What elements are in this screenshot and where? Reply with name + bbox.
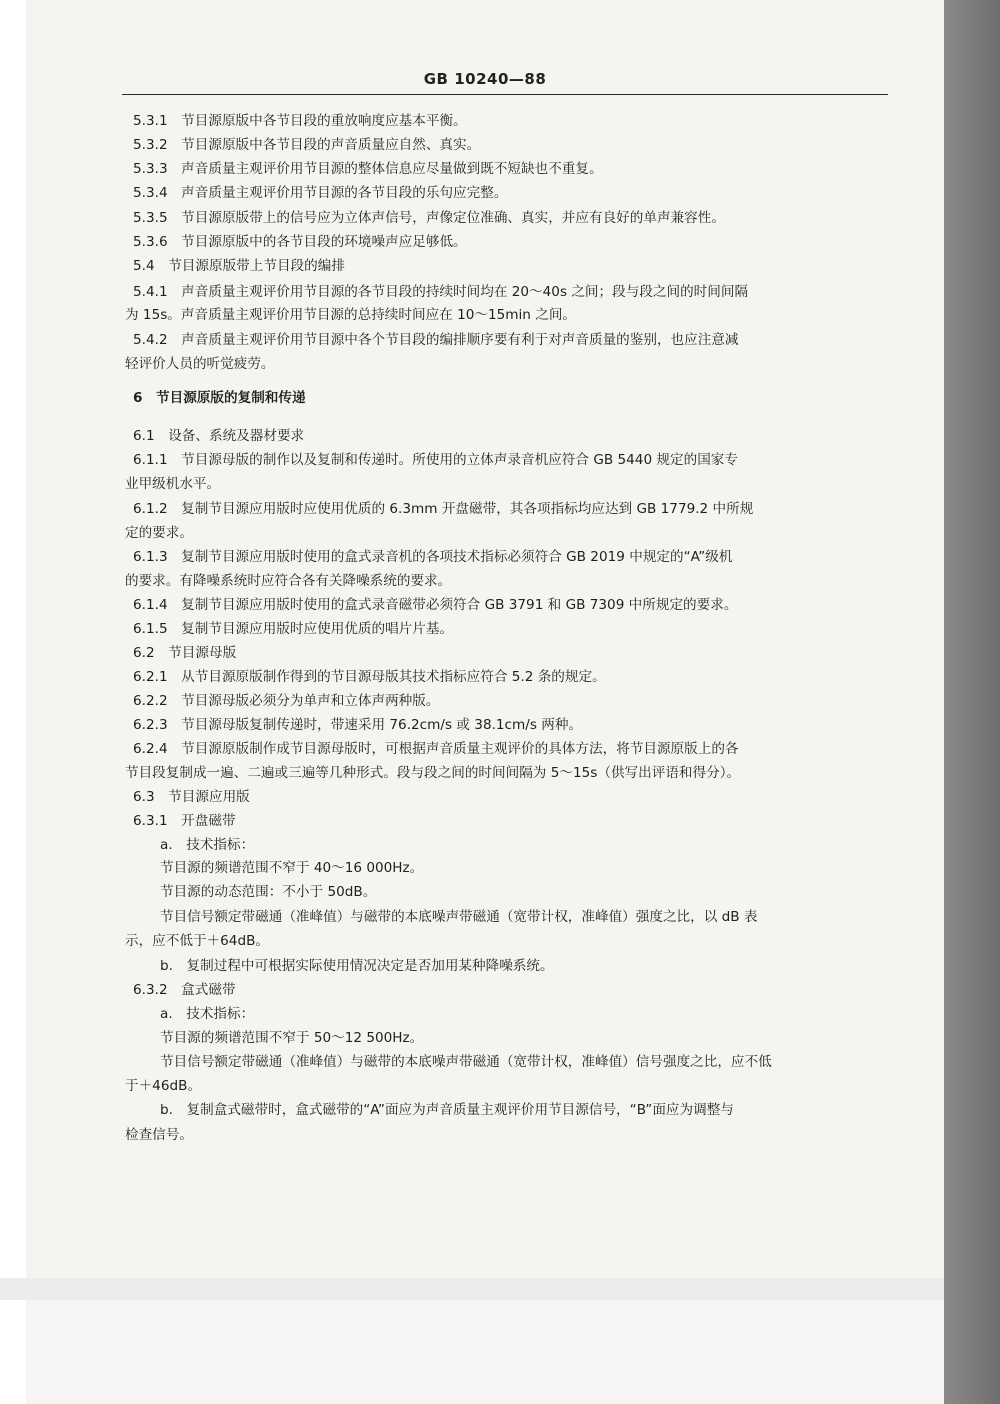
- text-line: 节目源的动态范围：不小于 50dB。: [160, 884, 377, 900]
- text-line: 节目信号额定带磁通（准峰值）与磁带的本底噪声带磁通（宽带计权，准峰值）强度之比，以 dB 表: [160, 909, 758, 925]
- text-line: 6.3.1 开盘磁带: [133, 813, 236, 829]
- text-line: 5.3.1 节目源原版中各节目段的重放响度应基本平衡。: [133, 113, 467, 129]
- text-line: 节目源的频谱范围不窄于 50～12 500Hz。: [160, 1030, 424, 1046]
- text-line: 5.3.2 节目源原版中各节目段的声音质量应自然、真实。: [133, 137, 481, 153]
- text-line: 6.2.2 节目源母版必须分为单声和立体声两种版。: [133, 693, 440, 709]
- text-line: 6.3.2 盒式磁带: [133, 982, 236, 998]
- text-line: 检查信号。: [125, 1127, 193, 1143]
- next-page: [26, 1300, 944, 1404]
- text-line: 5.3.6 节目源原版中的各节目段的环境噪声应足够低。: [133, 234, 467, 250]
- text-line: 5.4.1 声音质量主观评价用节目源的各节目段的持续时间均在 20～40s 之间；段与段之间的时间间隔: [133, 284, 749, 300]
- text-line: a. 技术指标：: [160, 1006, 255, 1022]
- text-line: 6.1.1 节目源母版的制作以及复制和传递时。所使用的立体声录音机应符合 GB 5440 规定的国家专: [133, 452, 738, 468]
- text-line: 定的要求。: [125, 525, 193, 541]
- text-line: a. 技术指标：: [160, 837, 255, 853]
- text-line: 6.3 节目源应用版: [133, 789, 250, 805]
- page-header-title: GB 10240—88: [423, 70, 547, 88]
- text-line: 6.1.3 复制节目源应用版时使用的盒式录音机的各项技术指标必须符合 GB 2019 中规定的“A”级机: [133, 549, 733, 565]
- text-line: 5.3.5 节目源原版带上的信号应为立体声信号，声像定位准确、真实，并应有良好的单声兼容性。: [133, 210, 725, 226]
- text-line: 5.3.3 声音质量主观评价用节目源的整体信息应尽量做到既不短缺也不重复。: [133, 161, 603, 177]
- text-line: 6.1.2 复制节目源应用版时应使用优质的 6.3mm 开盘磁带，其各项指标均应达到 GB 1779.2 中所规: [133, 501, 754, 517]
- page-body: [26, 0, 944, 1278]
- page-separator: [0, 1278, 944, 1300]
- text-line: 节目段复制成一遍、二遍或三遍等几种形式。段与段之间的时间间隔为 5～15s（供写出评语和得分）。: [125, 765, 741, 781]
- text-line: 轻评价人员的听觉疲劳。: [125, 356, 275, 372]
- text-line: 6.2.4 节目源原版制作成节目源母版时，可根据声音质量主观评价的具体方法，将节目源原版上的各: [133, 741, 739, 757]
- text-line: 业甲级机水平。: [125, 476, 221, 492]
- text-line: 5.4.2 声音质量主观评价用节目源中各个节目段的编排顺序要有利于对声音质量的鉴别，也应注意减: [133, 332, 739, 348]
- text-line: b. 复制盒式磁带时，盒式磁带的“A”面应为声音质量主观评价用节目源信号，“B”面应为调整与: [160, 1102, 734, 1118]
- text-line: 6.2.3 节目源母版复制传递时，带速采用 76.2cm/s 或 38.1cm/s 两种。: [133, 717, 583, 733]
- text-line: 的要求。有降噪系统时应符合各有关降噪系统的要求。: [125, 573, 452, 589]
- text-line: 6.1 设备、系统及器材要求: [133, 428, 305, 444]
- text-line: 5.4 节目源原版带上节目段的编排: [133, 258, 345, 274]
- text-line: 节目源的频谱范围不窄于 40～16 000Hz。: [160, 860, 424, 876]
- document-page: [26, 0, 944, 1278]
- text-line: 示，应不低于＋64dB。: [125, 933, 270, 949]
- text-line: 为 15s。声音质量主观评价用节目源的总持续时间应在 10～15min 之间。: [125, 307, 577, 323]
- text-line: 6.2.1 从节目源原版制作得到的节目源母版其技术指标应符合 5.2 条的规定。: [133, 669, 606, 685]
- text-line: 于＋46dB。: [125, 1078, 202, 1094]
- text-line: 6.1.5 复制节目源应用版时应使用优质的唱片片基。: [133, 621, 454, 637]
- text-line: 节目信号额定带磁通（准峰值）与磁带的本底噪声带磁通（宽带计权，准峰值）信号强度之比，应不低: [160, 1054, 772, 1070]
- text-line: b. 复制过程中可根据实际使用情况决定是否加用某种降噪系统。: [160, 958, 554, 974]
- text-line: 5.3.4 声音质量主观评价用节目源的各节目段的乐句应完整。: [133, 185, 508, 201]
- text-line: 6.2 节目源母版: [133, 645, 237, 661]
- section-heading: 6 节目源原版的复制和传递: [133, 390, 306, 406]
- viewer-right-gutter: [944, 0, 1000, 1404]
- text-line: 6.1.4 复制节目源应用版时使用的盒式录音磁带必须符合 GB 3791 和 GB 7309 中所规定的要求。: [133, 597, 738, 613]
